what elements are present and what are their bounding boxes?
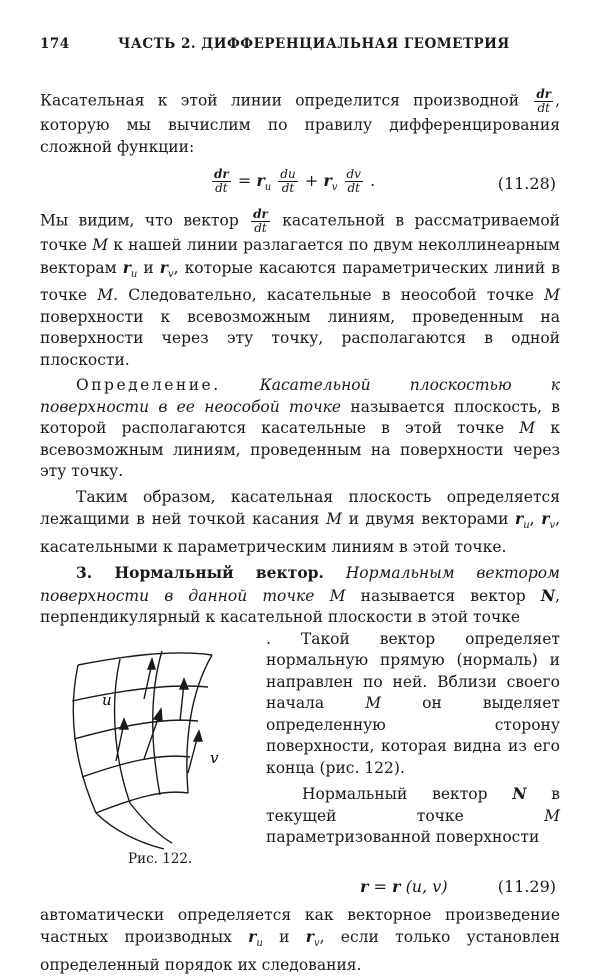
fraction-dr-dt: $\frac{dr}{dt}$: [536, 87, 552, 115]
paragraph-vector: Мы видим, что вектор $\frac{dr}{dt}$ касательной в рассматриваемой точке M к нашей линии разлагается по двум неколлинеарным векторам $r_u$ и $r_v$, которые касаются параметрических линий в точке M. Следовательно, касательные в неособой точке M поверхности к всевозможным линиям, проведенным на поверхности через эту точку, располагаются в одной плоскости.: [40, 207, 560, 369]
equation-number: (11.28): [497, 174, 556, 193]
paragraph-definition: Определение. Касательной плоскостью к поверхности в ее неособой точке называется плоскость, в которой располагаются касательные в этой точке M к всевозможным линиям, проведенным на поверхности через эту точку.: [40, 376, 560, 481]
wrapped-text: . Такой вектор определяет нормальную прямую (нормаль) и направлен по ней. Вблизи своего начала M он выделяет определенную сторону поверхности, которая видна из его конца (рис. 122). Нормальный вектор N в текущей точке M параметризованной поверхности: [266, 629, 560, 849]
figure-label-v: v: [210, 748, 219, 767]
equation-number-2: (11.29): [497, 876, 556, 896]
page-header: [40, 36, 560, 58]
normal-arrows: [116, 659, 202, 773]
paragraph-normal-vector: Нормальный вектор N в текущей точке M параметризованной поверхности: [266, 784, 560, 847]
surface-figure: [40, 643, 250, 863]
figure-block: [40, 629, 560, 869]
paragraph-normal-heading: 3. Нормальный вектор. Нормальным вектором поверхности в данной точке M называется вектор N, перпендикулярный к касательной плоскости в этой точке: [40, 563, 560, 627]
book-page: [40, 36, 560, 976]
figure-label-u: u: [102, 690, 112, 709]
running-title: ЧАСТЬ 2. ДИФФЕРЕНЦИАЛЬНАЯ ГЕОМЕТРИЯ: [118, 36, 510, 52]
paragraph-thus: Таким образом, касательная плоскость определяется лежащими в ней точкой касания M и двумя векторами $r_u$, $r_v$, касательными к параметрическим линиям в этой точке.: [40, 487, 560, 556]
equation-11-29: r = r (u, v) (11.29): [360, 876, 556, 896]
surface-grid: [72, 651, 212, 849]
figure-caption: Рис. 122.: [128, 850, 193, 867]
paragraph-cross-product: автоматически определяется как векторное произведение частных производных $r_u$ и $r_v$, если только установлен определенный порядок их следования.: [40, 905, 561, 974]
page-number: 174: [40, 36, 70, 52]
equation-11-28: $\frac{dr}{dt}$ = $r_u$ $\frac{du}{dt}$ + $r_v$ $\frac{dv}{dt}$ . (11.28): [214, 167, 556, 195]
paragraph-tangent: Касательная к этой линии определится производной $\frac{dr}{dt}$ , которую мы вычислим по правилу дифференцирования сложной функции:: [40, 87, 560, 156]
